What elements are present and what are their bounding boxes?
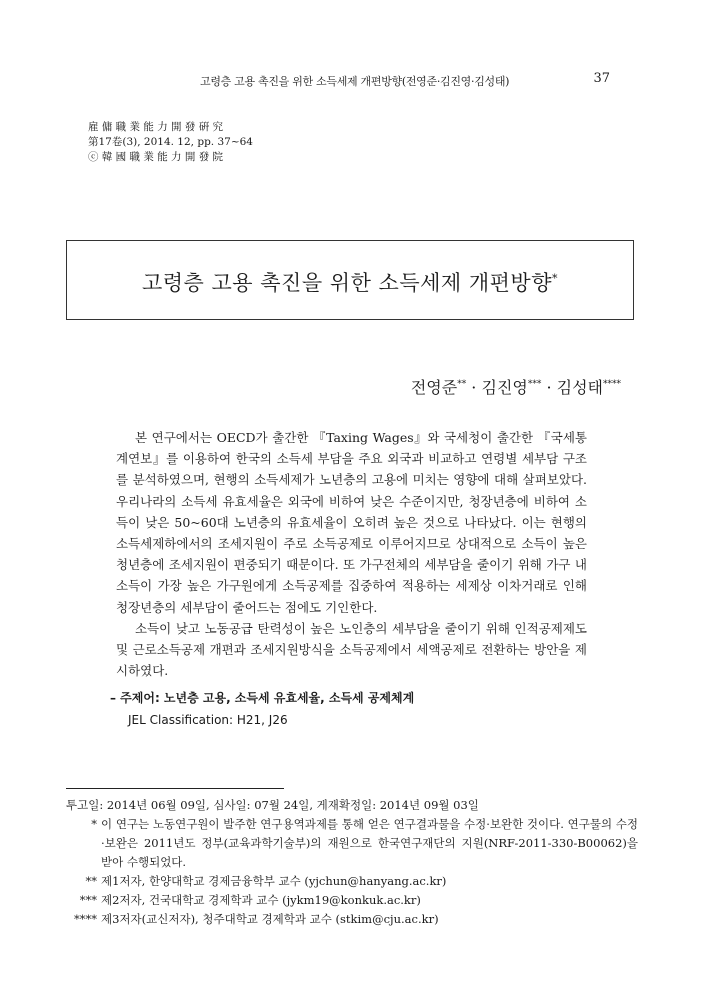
paper-title-text: 고령층 고용 촉진을 위한 소득세제 개편방향 (141, 271, 553, 295)
footnote (66, 910, 638, 929)
author-name: 김성태 (556, 378, 603, 397)
author-separator: · (466, 378, 482, 397)
footnote-text: 제1저자, 한양대학교 경제금융학부 교수 (yjchun@hanyang.ac.kr) (101, 874, 447, 888)
author-mark: **** (603, 379, 621, 390)
footnote-text: 제3저자(교신저자), 청주대학교 경제학과 교수 (stkim@cju.ac.kr) (101, 912, 439, 926)
submission-dates: 투고일: 2014년 06월 09일, 심사일: 07월 24일, 게재확정일: 2014년 09월 03일 (66, 798, 479, 812)
footnote (66, 891, 638, 910)
footnote-mark: *** (79, 893, 97, 907)
footnote-mark: **** (74, 912, 97, 926)
footnote-text: 이 연구는 노동연구원이 발주한 연구용역과제를 통해 얻은 연구결과물을 수정·보완한 것이다. 연구물의 수정·보완은 2011년도 정부(교육과학기술부)의 재원으로 한국연구재단의 지원(NRF-2011-330-B00062)을 받아 수행되었다. (101, 817, 638, 869)
footnote (66, 815, 638, 872)
abstract-paragraph: 소득이 낮고 노동공급 탄력성이 높은 노인층의 세부담을 줄이기 위해 인적공제제도 및 근로소득공제 개편과 조세지원방식을 소득공제에서 세액공제로 전환하는 방안을 제시하였다. (116, 620, 587, 679)
author-separator: · (541, 378, 557, 397)
keywords: – 주제어: 노년층 고용, 소득세 유효세율, 소득세 공제체계 (110, 691, 415, 705)
footnote-text: 제2저자, 건국대학교 경제학과 교수 (jykm19@konkuk.ac.kr) (101, 893, 421, 907)
jel-classification: JEL Classification: H21, J26 (128, 713, 288, 727)
journal-info (88, 120, 253, 165)
abstract-paragraph: 본 연구에서는 OECD가 출간한 『Taxing Wages』와 국세청이 출간한 『국세통계연보』를 이용하여 한국의 소득세 부담을 주요 외국과 비교하고 연령별 세부담 구조를 분석하였으며, 현행의 소득세제가 노년층의 고용에 미치는 영향에 대해 살펴보았다. 우리나라의 소득세 유효세율은 외국에 비하여 낮은 수준이지만, 청장년층에 비하여 소득이 낮은 50~60대 노년층의 유효세율이 오히려 높은 것으로 나타났다. 이는 현행의 소득세제하에서의 조세지원이 주로 소득공제로 이루어지므로 상대적으로 소득이 높은 청년층에 조세지원이 편중되기 때문이다. 또 가구전체의 세부담을 줄이기 위해 가구 내 소득이 가장 높은 가구원에게 소득공제를 집중하여 적용하는 세제상 이차거래로 인해 청장년층의 세부담이 줄어드는 점에도 기인한다. (116, 430, 587, 615)
footnote-mark: * (91, 817, 97, 831)
page-number: 37 (593, 71, 610, 86)
author-name: 전영준 (410, 378, 458, 397)
running-header-title: 고령층 고용 촉진을 위한 소득세제 개편방향(전영준·김진영·김성태) (200, 75, 510, 88)
footnotes (66, 796, 638, 929)
footnote-mark: ** (85, 874, 97, 888)
author-list (411, 375, 621, 398)
journal-volume: 第17卷(3), 2014. 12, pp. 37~64 (88, 136, 253, 148)
author-mark: *** (527, 379, 542, 390)
footnote-divider (66, 788, 284, 789)
journal-copyright: ⓒ 韓 國 職 業 能 力 開 發 院 (88, 151, 224, 163)
title-box (66, 240, 634, 320)
author-mark: ** (457, 379, 467, 390)
footnote (66, 872, 638, 891)
title-footnote-mark: * (552, 272, 559, 285)
abstract (116, 427, 587, 681)
author-name: 김진영 (481, 378, 528, 397)
paper-title (142, 267, 558, 297)
journal-name: 雇 傭 職 業 能 力 開 發 硏 究 (88, 121, 224, 133)
